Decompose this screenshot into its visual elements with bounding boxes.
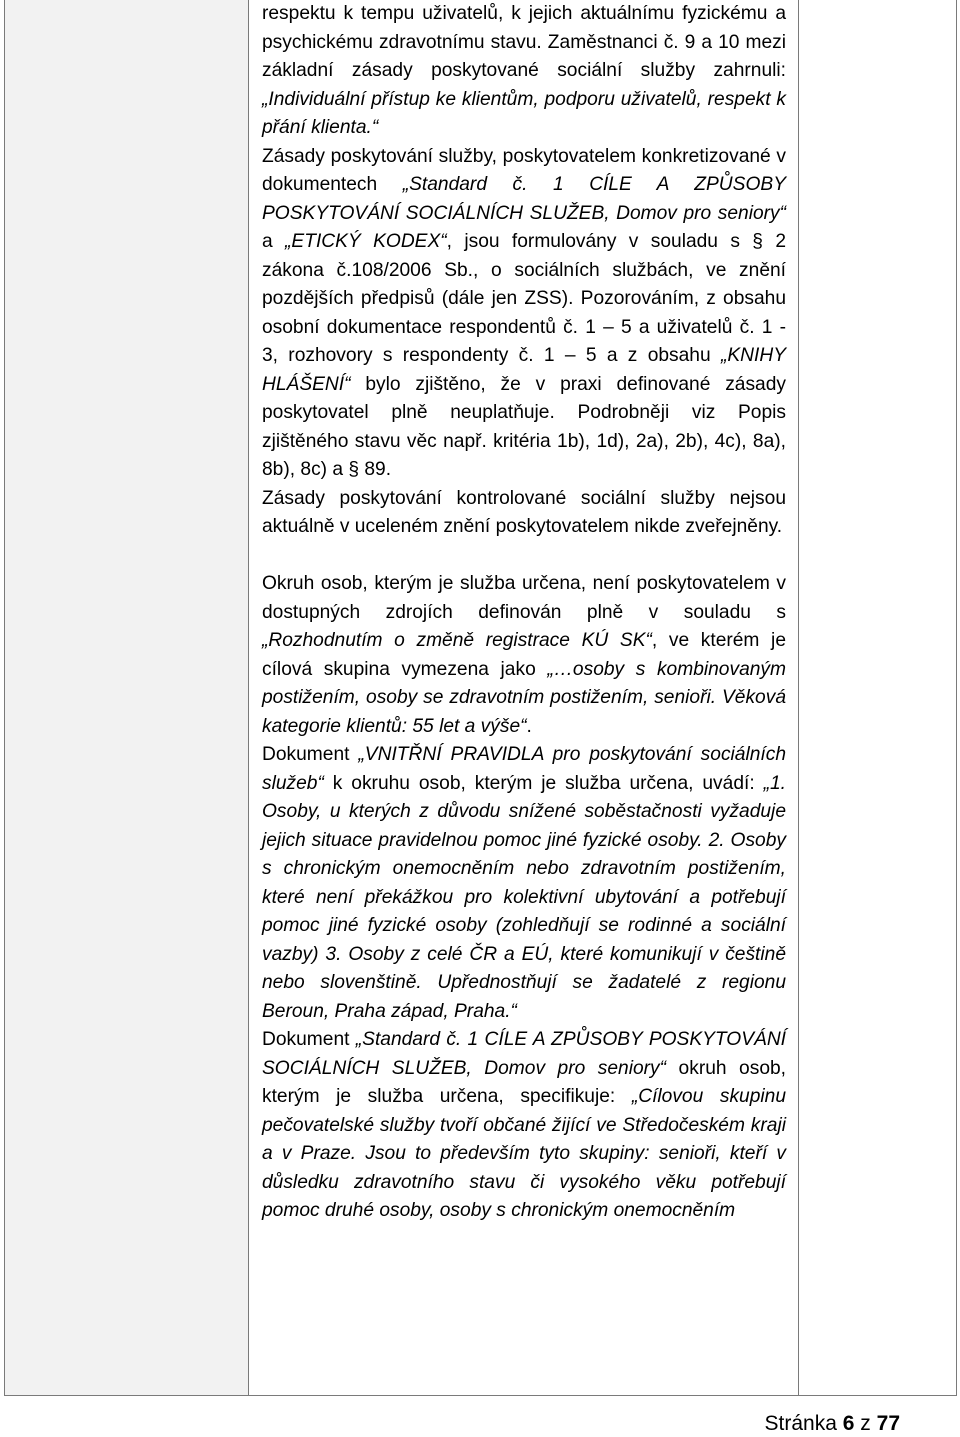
text: Zásady poskytování služby, poskytovatelem konkretizované v dokumentech (262, 145, 786, 195)
page-number (765, 1411, 900, 1437)
findings-cell (262, 0, 786, 1226)
text: . (526, 715, 532, 737)
paragraph-principles-intro (262, 0, 786, 143)
text: respektu k tempu uživatelů, k jejich aktuálnímu fyzickému a psychickému zdravotnímu stavu. Zaměstnanci č. 9 a 10 mezi základní zásady poskytované sociální služby zahrnuli: (262, 3, 786, 81)
text: Dokument (262, 1029, 356, 1050)
text: k okruhu osob, kterým je služba určena, uvádí: (323, 772, 764, 794)
quote: „…osoby s kombinovaným postižením, osoby se zdravotním postižením, senioři. Věková kategorie klientů: 55 let a výše“ (262, 658, 786, 737)
text: bylo zjištěno, že v praxi definované zásady poskytovatel plně neuplatňuje. Podrobněji viz Popis zjištěného stavu věc např. kritéria 1b), 1d), 2a), 2b), 4c), 8a), 8b), 8c) a § 89. (262, 373, 786, 480)
page-label: Stránka (764, 1412, 837, 1435)
doc-title: „Standard č. 1 CÍLE A ZPŮSOBY POSKYTOVÁNÍ SOCIÁLNÍCH SLUŽEB, Domov pro seniory“ (262, 1029, 787, 1079)
paragraph-internal-rules (262, 741, 786, 1026)
right-column-divider (798, 0, 799, 1395)
total-pages: 77 (876, 1412, 900, 1435)
spacer (262, 542, 786, 571)
doc-title: „VNITŘNÍ PRAVIDLA pro poskytování sociálních služeb“ (262, 744, 787, 794)
doc-title: „KNIHY HLÁŠENÍ“ (262, 345, 786, 395)
paragraph-standard-1 (262, 1026, 786, 1226)
left-column-shaded (5, 0, 249, 1395)
text: , jsou formulovány v souladu s § 2 zákona č.108/2006 Sb., o sociálních službách, ve znění pozdějších předpisů (dále jen ZSS). Pozorováním, z obsahu osobní dokumentace respondentů č. 1 – 5 a uživatelů č. 1 - 3, rozhovory s respondenty č. 1 – 5 a z obsahu (262, 231, 786, 366)
current-page: 6 (842, 1412, 855, 1435)
text: , ve kterém je cílová skupina vymezena jako (262, 630, 786, 680)
paragraph-not-published: Zásady poskytování kontrolované sociální služby nejsou aktuálně v uceleném znění poskytovatelem nikde zveřejněny. (262, 487, 786, 537)
doc-title: „ETICKÝ KODEX“ (285, 231, 447, 252)
paragraph-principles-documents (262, 143, 786, 485)
text: a (262, 231, 286, 252)
doc-title: „Standard č. 1 CÍLE A ZPŮSOBY POSKYTOVÁNÍ SOCIÁLNÍCH SLUŽEB, Domov pro seniory“ (262, 174, 786, 224)
quote: „Cílovou skupinu pečovatelské služby tvoří občané žijící ve Středočeském kraji a v Praze. Jsou to především tyto skupiny: senioři, kteří v důsledku zdravotního stavu či vysokého věku potřebují pomoc druhé osoby, osoby s chronickým onemocněním (262, 1086, 786, 1221)
page-of: z (860, 1412, 871, 1435)
text: Dokument (262, 744, 359, 765)
quote: „1. Osoby, u kterých z důvodu snížené soběstačnosti vyžaduje jejich situace pravidelnou pomoc jiné fyzické osoby. 2. Osoby s chronickým onemocněním nebo zdravotním postižením, které není překážkou pro kolektivní ubytování a potřebují pomoc jiné fyzické osoby (zohledňují se rodinné a sociální vazby) 3. Osoby z celé ČR a EÚ, které komunikují v češtině nebo slovenštině. Upřednostňují se žadatelé z regionu Beroun, Praha západ, Praha.“ (262, 772, 786, 1022)
paragraph-target-group (262, 570, 786, 741)
text: okruh osob, kterým je služba určena, specifikuje: (262, 1057, 786, 1107)
quote: „Individuální přístup ke klientům, podporu uživatelů, respekt k přání klienta.“ (262, 88, 786, 138)
doc-title: „Rozhodnutím o změně registrace KÚ SK“ (262, 630, 652, 651)
text: Okruh osob, kterým je služba určena, není poskytovatelem v dostupných zdrojích definován plně v souladu s (262, 573, 786, 623)
